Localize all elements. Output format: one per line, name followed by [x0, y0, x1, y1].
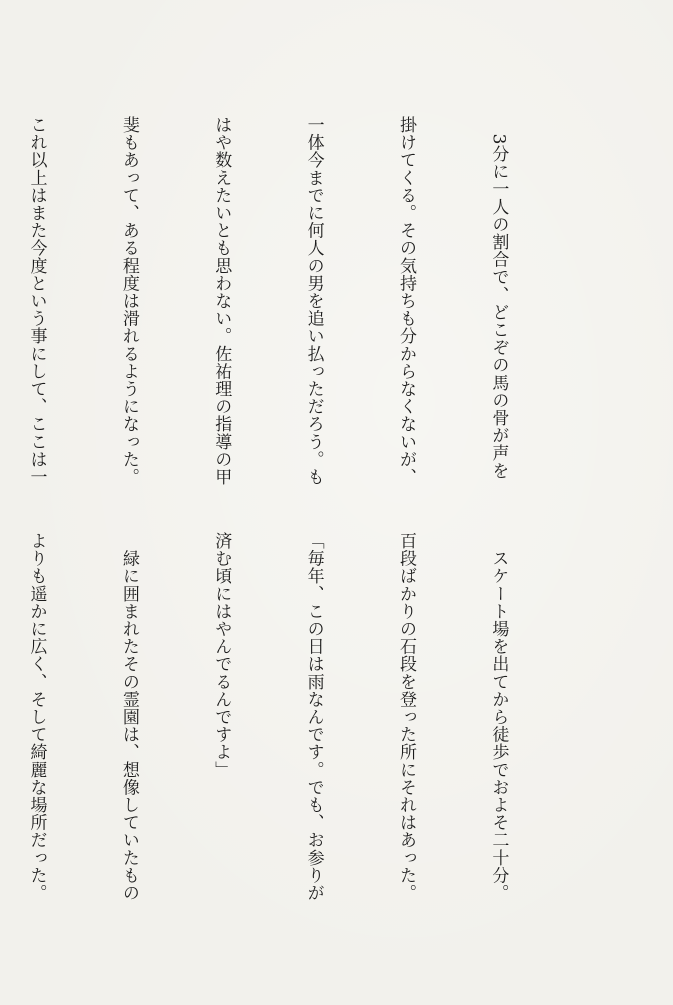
text-line: これ以上はまた今度という事にして、ここは一 — [26, 116, 47, 486]
text-line: よりも遥かに広く、そして綺麗な場所だった。 — [26, 532, 47, 902]
text-line: スケート場を出てから徒歩でおよそ二十分。 — [488, 532, 509, 902]
top-text-block — [0, 116, 575, 516]
text-line: 掛けてくる。その気持ちも分からなくないが、 — [396, 116, 417, 486]
text-line: 百段ばかりの石段を登った所にそれはあった。 — [396, 532, 417, 902]
text-line: 済む頃にはやんでるんですよ」 — [211, 532, 232, 779]
text-line: 斐もあって、ある程度は滑れるようになった。 — [118, 116, 139, 486]
text-line: 緑に囲まれたその霊園は、想像していたもの — [118, 532, 139, 902]
text-line: 一体今までに何人の男を追い払っただろう。も — [303, 116, 324, 486]
text-line: 「毎年、この日は雨なんです。でも、お参りが — [303, 532, 324, 902]
text-line: 3分に一人の割合で、どこぞの馬の骨が声を — [488, 116, 509, 480]
text-line: はや数えたいとも思わない。佐祐理の指導の甲 — [211, 116, 232, 486]
bottom-text-block — [0, 532, 575, 902]
